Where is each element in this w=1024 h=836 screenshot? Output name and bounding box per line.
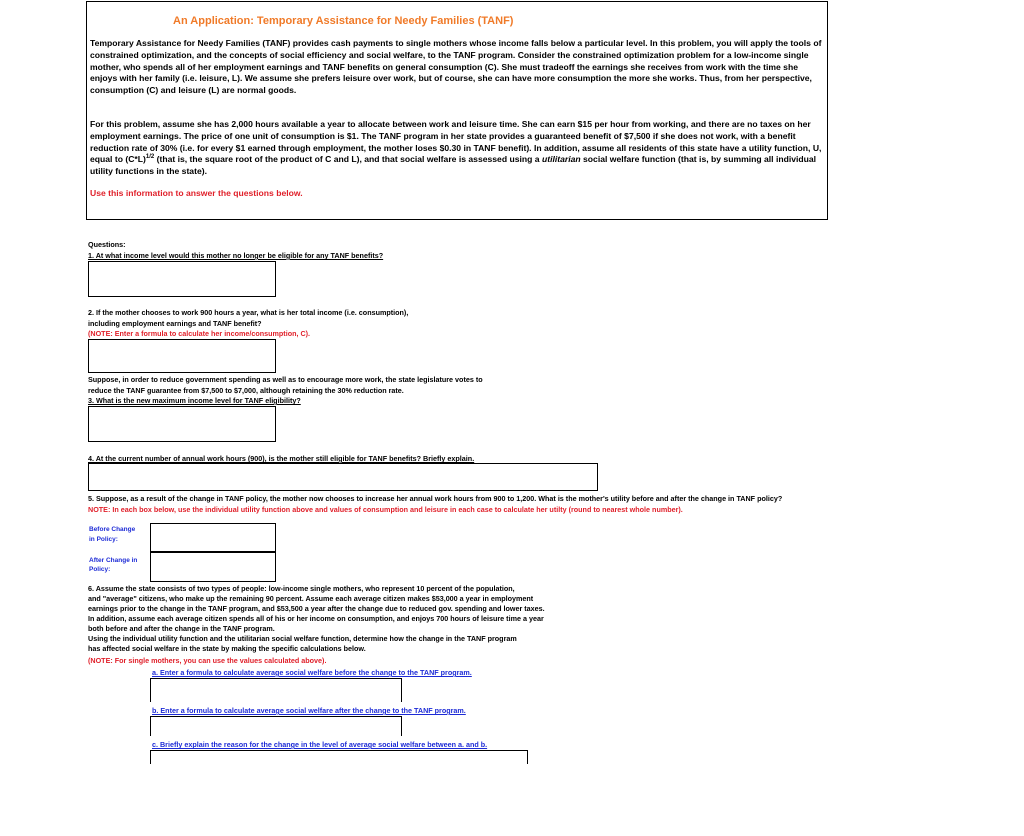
after-change-label-1: After Change in [89,557,138,564]
answer-box-q3[interactable] [88,406,276,442]
intro-paragraph-1: Temporary Assistance for Needy Families (TANF) provides cash payments to single mothers whose income falls below a particular level. In this problem, you will apply the tools of constrained optimization, and the concepts of social efficiency and social welfare, to the TANF program. Consider the constrained optimization problem for a low-income single mother, who spends all of her employment earnings and TANF benefits on general consumption (C). She must tradeoff the earnings she receives from work with the time she enjoys with her family (i.e. leisure, L). We assume she prefers leisure over work, but of course, she can have more consumption the more she works. Thus, from her perspective, consumption (C) and leisure (L) are normal goods. [90,38,822,96]
answer-box-q4[interactable] [88,463,598,491]
answer-box-utility-before[interactable] [150,523,276,552]
before-change-label-2: in Policy: [89,536,118,543]
question-6-line-1: 6. Assume the state consists of two types of people: low-income single mothers, who represent 10 percent of the population, [88,584,515,593]
after-change-label-2: Policy: [89,566,111,573]
question-6-note: (NOTE: For single mothers, you can use the values calculated above). [88,656,327,665]
answer-box-q2[interactable] [88,339,276,373]
question-2-line-1: 2. If the mother chooses to work 900 hours a year, what is her total income (i.e. consumption), [88,308,409,317]
question-5: 5. Suppose, as a result of the change in TANF policy, the mother now chooses to increase her annual work hours from 900 to 1,200. What is the mother's utility before and after the change in TANF policy? [88,494,783,503]
question-1: 1. At what income level would this mother no longer be eligible for any TANF benefits? [88,251,384,260]
question-3: 3. What is the new maximum income level for TANF eligibility? [88,396,301,405]
answer-box-q6b[interactable] [150,716,402,736]
intro-paragraph-2: For this problem, assume she has 2,000 hours available a year to allocate between work and leisure time. She can earn $15 per hour from working, and there are no taxes on her employment earnings. The price of one unit of consumption is $1. The TANF program in her state provides a guaranteed benefit of $7,500 if she does not work, with a benefit reduction rate of 30% (i.e. for every $1 earned through employment, the mother loses $0.30 in TANF benefit). In addition, assume all residents of this state have a utility function, U, equal to $(C*L)^{1/2}$ (that is, the square root of the product of C and L), and that social welfare is assessed using a utilitarian social welfare function (that is, by summing all individual utility functions in the state). [90,119,822,177]
question-6b: b. Enter a formula to calculate average social welfare after the change to the TANF program. [152,706,466,715]
answer-box-q6a[interactable] [150,678,402,702]
question-6-line-6: Using the individual utility function and the utilitarian social welfare function, determine how the change in the TANF program [88,634,517,643]
question-5-note: NOTE: In each box below, use the individual utility function above and values of consumption and leisure in each case to calculate her utilty (round to nearest whole number). [88,505,683,514]
answer-box-utility-after[interactable] [150,552,276,582]
question-2-line-2: including employment earnings and TANF benefit? [88,319,262,328]
question-6-line-2: and "average" citizens, who make up the remaining 90 percent. Assume each average citizen makes $53,000 a year in employment [88,594,534,603]
question-2-note: (NOTE: Enter a formula to calculate her income/consumption, C). [88,329,311,338]
question-6-line-4: In addition, assume each average citizen spends all of his or her income on consumption, and enjoys 700 hours of leisure time a year [88,614,544,623]
before-change-label-1: Before Change [89,526,136,533]
question-6-line-7: has affected social welfare in the state by making the specific calculations below. [88,644,366,653]
supposition-line-1: Suppose, in order to reduce government spending as well as to encourage more work, the state legislature votes to [88,375,483,384]
question-6a: a. Enter a formula to calculate average social welfare before the change to the TANF program. [152,668,472,677]
answer-box-q1[interactable] [88,261,276,297]
page-title: An Application: Temporary Assistance for Needy Families (TANF) [173,15,514,27]
answer-box-q6c[interactable] [150,750,528,764]
intro-panel [86,1,828,220]
question-6-line-3: earnings prior to the change in the TANF program, and $53,500 a year after the change due to reduced gov. spending and lower taxes. [88,604,545,613]
supposition-line-2: reduce the TANF guarantee from $7,500 to $7,000, although retaining the 30% reduction rate. [88,386,404,395]
question-6c: c. Briefly explain the reason for the change in the level of average social welfare between a. and b. [152,740,488,749]
intro-note: Use this information to answer the questions below. [90,188,303,198]
questions-heading: Questions: [88,240,126,249]
question-6-line-5: both before and after the change in the TANF program. [88,624,275,633]
question-4: 4. At the current number of annual work hours (900), is the mother still eligible for TANF benefits? Briefly explain. [88,454,475,463]
